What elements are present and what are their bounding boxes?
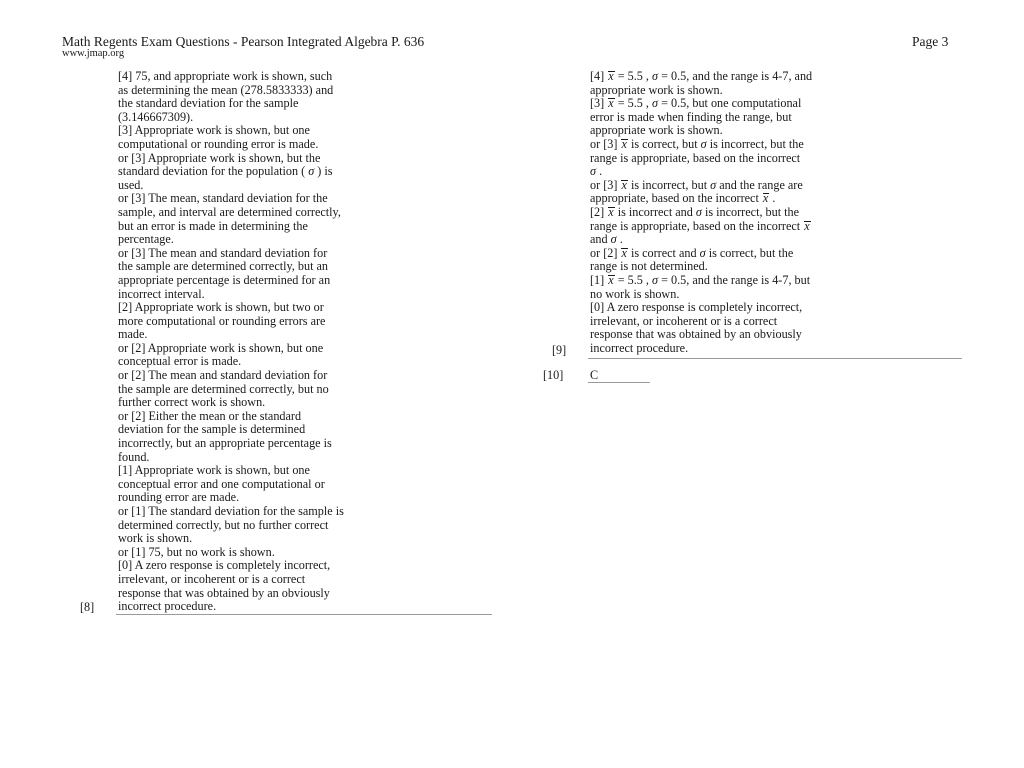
rubric-text: is incorrect, but the <box>709 136 804 151</box>
answer-rule <box>588 358 962 359</box>
rubric-text: or [3] <box>590 136 618 151</box>
sigma-symbol: σ <box>652 272 659 287</box>
rubric-line: or [2] Either the mean or the standard <box>118 408 302 423</box>
rubric-text: = 5.5 , <box>614 96 649 111</box>
rubric-line: or [2] The mean and standard deviation for <box>118 368 328 383</box>
question-number-10: [10] <box>543 368 564 382</box>
rubric-text: and the range are <box>719 177 803 192</box>
rubric-text: is correct and <box>630 245 697 260</box>
rubric-line: incorrectly, but an appropriate percentage is <box>118 436 332 451</box>
rubric-line: incorrect procedure. <box>590 340 689 355</box>
rubric-line: the standard deviation for the sample <box>118 96 299 111</box>
xbar-symbol: x <box>621 245 627 260</box>
rubric-line: range is appropriate, based on the incorrect <box>590 150 801 165</box>
rubric-line: found. <box>118 449 150 464</box>
rubric-line: used. <box>118 177 144 192</box>
rubric-text: = 5.5 , <box>614 272 649 287</box>
rubric-text: [3] <box>590 96 605 111</box>
rubric-line: deviation for the sample is determined <box>118 422 306 437</box>
answer-rule <box>588 382 650 383</box>
rubric-text: or [3] <box>590 177 618 192</box>
xbar-symbol: x <box>621 136 627 151</box>
rubric-line <box>590 274 965 288</box>
rubric-line: rounding error are made. <box>118 490 240 505</box>
sigma-symbol: σ <box>695 204 702 219</box>
xbar-symbol: x <box>804 218 810 233</box>
rubric-text: [1] <box>590 272 605 287</box>
rubric-line: appropriate work is shown. <box>590 82 723 97</box>
rubric-text: = 0.5 <box>658 96 687 111</box>
rubric-line: [0] A zero response is completely incorrect, <box>590 300 803 315</box>
rubric-line: conceptual error is made. <box>118 354 242 369</box>
rubric-line: [2] Appropriate work is shown, but two or <box>118 300 324 315</box>
rubric-text: or [2] <box>590 245 618 260</box>
sigma-symbol: σ <box>308 164 315 179</box>
rubric-text: . <box>599 164 603 179</box>
rubric-text: , but one computational <box>686 96 802 111</box>
rubric-text: and <box>590 232 608 247</box>
rubric-line <box>590 220 965 234</box>
rubric-line: further correct work is shown. <box>118 395 266 410</box>
rubric-line: response that was obtained by an obviously <box>590 327 802 342</box>
sigma-symbol: σ <box>652 69 659 83</box>
rubric-line: error is made when finding the range, but <box>590 109 792 124</box>
rubric-text: . <box>619 232 623 247</box>
xbar-symbol: x <box>762 191 769 206</box>
rubric-text: = 0.5 <box>658 69 687 83</box>
rubric-line <box>590 247 965 261</box>
rubric-text: is incorrect, but the <box>704 204 800 219</box>
rubric-text: = 5.5 , <box>614 69 649 83</box>
rubric-line: irrelevant, or incoherent or is a correct <box>118 571 306 586</box>
document-title: Math Regents Exam Questions - Pearson Integrated Algebra P. 636 <box>62 34 425 49</box>
xbar-symbol: x <box>608 69 614 83</box>
rubric-line <box>590 70 965 84</box>
answer-10: C <box>590 368 599 382</box>
rubric-text: [4] <box>590 69 605 83</box>
rubric-line: but an error is made in determining the <box>118 218 308 233</box>
rubric-text: is correct, but <box>630 136 698 151</box>
rubric-line: response that was obtained by an obviously <box>118 585 330 600</box>
sigma-symbol: σ <box>652 96 659 111</box>
rubric-line: the sample are determined correctly, but no <box>118 381 329 396</box>
rubric-line <box>590 179 965 193</box>
rubric-line: or [3] Appropriate work is shown, but the <box>118 150 321 165</box>
rubric-line <box>590 206 965 220</box>
rubric-line: [3] Appropriate work is shown, but one <box>118 123 310 138</box>
rubric-line: or [1] 75, but no work is shown. <box>118 544 275 559</box>
rubric-text: [2] <box>590 204 605 219</box>
sigma-symbol: σ <box>710 177 717 192</box>
rubric-text: , and the range is 4-7, and <box>686 69 813 83</box>
rubric-line: appropriate percentage is determined for an <box>118 272 331 287</box>
rubric-line: the sample are determined correctly, but an <box>118 259 329 274</box>
rubric-line <box>590 138 965 152</box>
sigma-symbol: σ <box>700 136 707 151</box>
rubric-line <box>590 97 965 111</box>
rubric-line: [4] 75, and appropriate work is shown, such <box>118 69 333 83</box>
question-number-8: [8] <box>80 600 95 614</box>
rubric-line: sample, and interval are determined correctly, <box>118 204 341 219</box>
answer-rule <box>116 614 492 615</box>
rubric-line: incorrect interval. <box>118 286 205 301</box>
xbar-symbol: x <box>621 177 627 192</box>
xbar-symbol: x <box>608 204 614 219</box>
rubric-line: (3.146667309). <box>118 109 194 124</box>
rubric-line <box>118 165 498 179</box>
rubric-line: or [3] The mean and standard deviation for <box>118 245 328 260</box>
question-number-9: [9] <box>552 343 567 357</box>
sigma-symbol: σ <box>610 232 617 247</box>
rubric-text: , and the range is 4-7, but <box>686 272 811 287</box>
sigma-symbol: σ <box>590 164 597 179</box>
rubric-text: is incorrect and <box>617 204 693 219</box>
rubric-line: or [2] Appropriate work is shown, but one <box>118 340 324 355</box>
rubric-line: work is shown. <box>118 531 193 546</box>
rubric-text: standard deviation for the population ( <box>118 164 306 179</box>
rubric-text: = 0.5 <box>658 272 687 287</box>
xbar-symbol: x <box>608 96 614 111</box>
answer-rubric-question-8 <box>118 70 498 614</box>
rubric-line: appropriate work is shown. <box>590 123 723 138</box>
rubric-line <box>590 165 965 179</box>
rubric-line: determined correctly, but no further correct <box>118 517 329 532</box>
page-number: Page 3 <box>912 34 949 49</box>
source-url: www.jmap.org <box>62 48 125 59</box>
rubric-text: is incorrect, but <box>630 177 708 192</box>
rubric-text: . <box>772 191 776 206</box>
rubric-text: range is appropriate, based on the incorrect <box>590 218 801 233</box>
rubric-line: [1] Appropriate work is shown, but one <box>118 463 310 478</box>
rubric-line: irrelevant, or incoherent or is a correct <box>590 313 778 328</box>
rubric-line: or [1] The standard deviation for the sample is <box>118 504 344 518</box>
rubric-line: percentage. <box>118 232 174 247</box>
xbar-symbol: x <box>608 272 614 287</box>
rubric-line: or [3] The mean, standard deviation for the <box>118 191 328 206</box>
rubric-line: made. <box>118 327 148 342</box>
rubric-text: appropriate, based on the incorrect <box>590 191 759 206</box>
sigma-symbol: σ <box>699 245 706 260</box>
answer-rubric-question-9 <box>590 70 965 355</box>
rubric-line: conceptual error and one computational or <box>118 476 325 491</box>
rubric-line: more computational or rounding errors are <box>118 313 326 328</box>
rubric-text: is correct, but the <box>708 245 794 260</box>
rubric-line: [0] A zero response is completely incorrect, <box>118 558 331 573</box>
rubric-line: no work is shown. <box>590 286 680 301</box>
rubric-line: as determining the mean (278.5833333) and <box>118 82 334 97</box>
rubric-text: ) is <box>317 164 333 179</box>
rubric-line <box>590 192 965 206</box>
rubric-line: incorrect procedure. <box>118 599 217 614</box>
rubric-line: computational or rounding error is made. <box>118 136 319 151</box>
rubric-line: range is not determined. <box>590 259 708 274</box>
rubric-line <box>590 233 965 247</box>
